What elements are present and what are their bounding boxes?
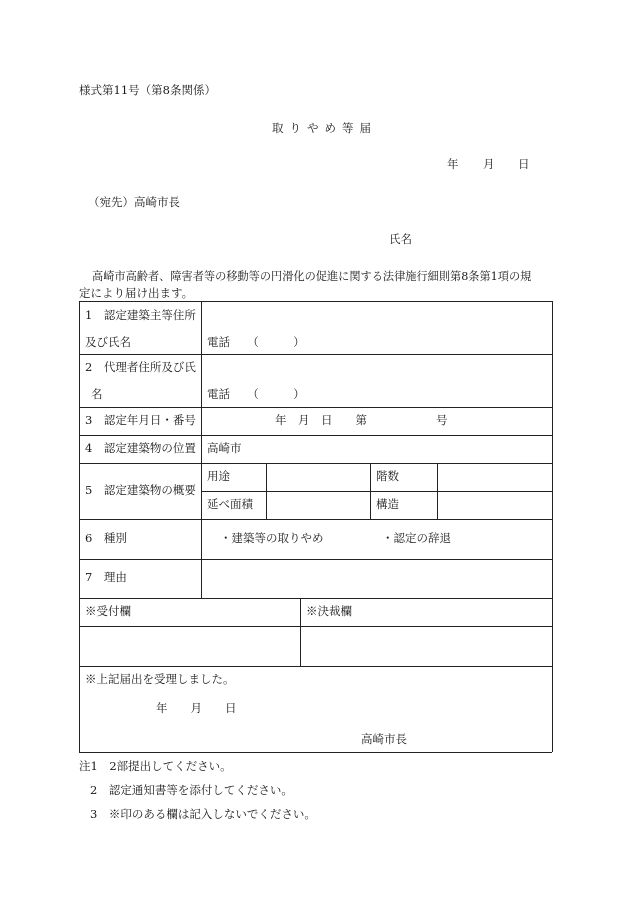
row3-label: 3 認定年月日・番号 xyxy=(85,413,196,427)
name-label: 氏名 xyxy=(389,232,412,246)
table-line xyxy=(79,354,552,355)
body-text-line2: 定により届け出ます。 xyxy=(79,286,194,300)
row5-floors-label: 階数 xyxy=(376,469,399,483)
table-line xyxy=(79,301,80,752)
row1-label-line2: 及び氏名 xyxy=(85,335,131,349)
row5-structure-label: 構造 xyxy=(376,497,399,511)
table-line xyxy=(79,752,552,753)
date-month-label: 月 xyxy=(483,157,495,171)
table-line xyxy=(79,301,552,302)
reception-label: ※受付欄 xyxy=(85,604,131,618)
acceptance-text: ※上記届出を受理しました。 xyxy=(85,672,235,686)
row6-option-withdraw: ・認定の辞退 xyxy=(382,531,451,545)
note-2: 2 認定通知書等を添付してください。 xyxy=(90,783,293,797)
table-line xyxy=(201,301,202,598)
decision-label: ※決裁欄 xyxy=(306,604,352,618)
table-line xyxy=(79,407,552,408)
document-title: 取りやめ等届 xyxy=(272,121,377,135)
table-line xyxy=(300,598,301,666)
row6-label: 6 種別 xyxy=(85,531,127,545)
row1-label-line1: 1 認定建築主等住所 xyxy=(85,308,196,322)
row5-use-label: 用途 xyxy=(207,469,230,483)
table-line xyxy=(79,463,552,464)
table-line xyxy=(79,626,552,627)
table-line xyxy=(201,491,552,492)
acceptance-mayor: 高崎市長 xyxy=(361,732,407,746)
note-3: 3 ※印のある欄は記入しないでください。 xyxy=(90,807,316,821)
addressee: （宛先）高崎市長 xyxy=(88,195,180,209)
row7-label: 7 理由 xyxy=(85,570,127,584)
row1-phone: 電話 （ ） xyxy=(207,335,305,349)
row3-value: 年 月 日 第 号 xyxy=(275,413,448,427)
row5-label: 5 認定建築物の概要 xyxy=(85,483,196,497)
table-line xyxy=(552,301,553,752)
date-year-label: 年 xyxy=(447,157,459,171)
acceptance-date: 年 月 日 xyxy=(156,701,237,715)
table-line xyxy=(79,666,552,667)
row2-label-line2: 名 xyxy=(91,387,103,401)
table-line xyxy=(266,463,267,519)
table-line xyxy=(79,435,552,436)
row5-area-label: 延べ面積 xyxy=(207,497,253,511)
table-line xyxy=(370,463,371,519)
row2-label-line1: 2 代理者住所及び氏 xyxy=(85,360,196,374)
row2-phone: 電話 （ ） xyxy=(207,387,305,401)
date-day-label: 日 xyxy=(518,157,530,171)
table-line xyxy=(79,559,552,560)
table-line xyxy=(437,463,438,519)
table-line xyxy=(79,519,552,520)
body-text-line1: 高崎市高齢者、障害者等の移動等の円滑化の促進に関する法律施行細則第8条第1項の規 xyxy=(92,270,532,283)
row4-label: 4 認定建築物の位置 xyxy=(85,441,196,455)
note-1: 注1 2部提出してください。 xyxy=(79,759,232,773)
form-number: 様式第11号（第8条関係） xyxy=(79,83,216,97)
row6-option-cancel: ・建築等の取りやめ xyxy=(220,531,324,545)
row4-value: 高崎市 xyxy=(207,441,242,455)
table-line xyxy=(79,598,552,599)
